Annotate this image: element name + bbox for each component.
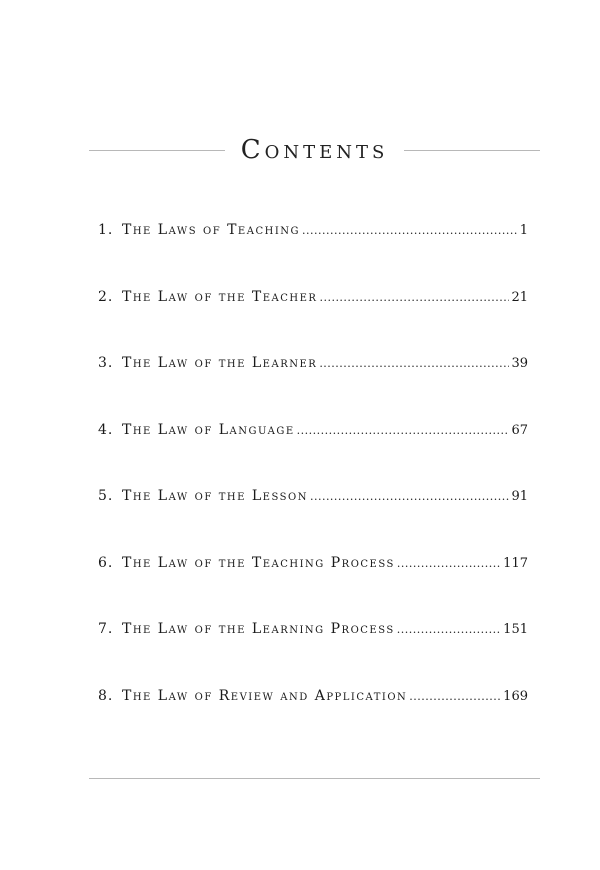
entry-title: The Law of the Lesson [122,488,308,504]
entry-page: 151 [503,622,528,637]
entry-page: 39 [511,356,528,371]
entry-title: The Law of Review and Application [122,687,408,704]
entry-title: The Laws of Teaching [122,222,301,238]
entry-number: 3. [98,355,114,371]
left-divider [89,150,225,151]
dot-leader [310,490,510,503]
entry-page: 1 [519,223,528,238]
contents-header [89,132,540,168]
entry-page: 169 [503,688,528,704]
entry-number: 7. [98,621,114,637]
toc-entry-3[interactable] [98,355,528,422]
entry-title: The Law of the Learning Process [122,621,395,637]
dot-leader [297,424,510,437]
entry-page: 67 [511,422,528,438]
entry-number: 5. [98,488,114,504]
toc-entry-6[interactable] [98,555,528,622]
toc-entry-7[interactable] [98,621,528,688]
right-divider [404,150,540,151]
entry-number: 8. [98,687,114,704]
toc-entry-5[interactable] [98,488,528,555]
entry-title: The Law of the Teaching Process [122,554,395,571]
table-of-contents [98,222,528,754]
toc-entry-1[interactable] [98,222,528,289]
bottom-divider [89,778,540,779]
entry-number: 2. [98,288,114,305]
toc-entry-4[interactable] [98,422,528,489]
entry-number: 1. [98,222,114,238]
dot-leader [397,623,501,636]
entry-number: 4. [98,421,114,438]
toc-entry-2[interactable] [98,289,528,356]
entry-title: The Law of Language [122,421,295,438]
entry-page: 91 [511,489,528,504]
dot-leader [302,224,518,237]
toc-entry-8[interactable] [98,688,528,755]
entry-page: 21 [511,289,528,305]
entry-number: 6. [98,554,114,571]
entry-title: The Law of the Learner [122,355,318,371]
dot-leader [409,690,501,703]
page-title: Contents [240,135,389,165]
entry-page: 117 [503,555,528,571]
dot-leader [397,557,501,570]
dot-leader [319,291,509,304]
entry-title: The Law of the Teacher [122,288,318,305]
dot-leader [319,357,509,370]
